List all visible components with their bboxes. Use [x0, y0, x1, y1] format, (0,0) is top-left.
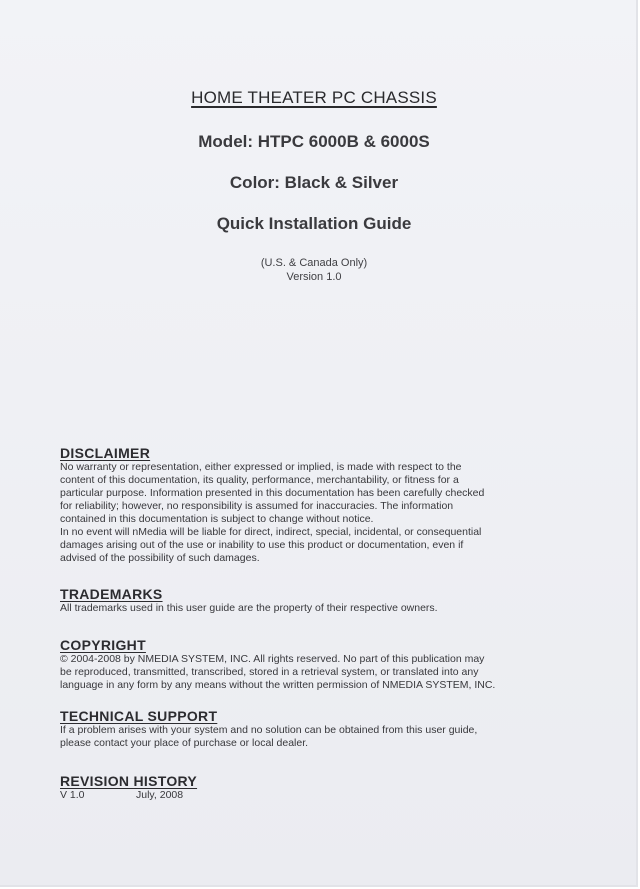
disclaimer-line: particular purpose. Information presented in this documentation has been carefully checked	[60, 487, 485, 499]
copyright-line: be reproduced, transmitted, transcribed, stored in a retrieval system, or translated into any	[60, 666, 479, 678]
disclaimer-line: damages arising out of the use or inability to use this product or documentation, even if	[60, 539, 464, 551]
revision-version: V 1.0	[60, 789, 85, 801]
disclaimer-line: advised of the possibility of such damages.	[60, 552, 260, 564]
disclaimer-line: contained in this documentation is subject to change without notice.	[60, 513, 374, 525]
version-text: Version 1.0	[286, 271, 342, 283]
copyright-line: language in any form by any means without the written permission of NMEDIA SYSTEM, INC.	[60, 679, 496, 691]
trademarks-heading: TRADEMARKS	[60, 586, 163, 602]
guide-title: Quick Installation Guide	[216, 214, 412, 233]
model-line: Model: HTPC 6000B & 6000S	[198, 132, 430, 151]
region-note	[0, 256, 628, 284]
disclaimer-heading: DISCLAIMER	[60, 445, 151, 461]
support-body	[60, 724, 560, 750]
trademarks-line: All trademarks used in this user guide are the property of their respective owners.	[60, 602, 438, 614]
document-title: HOME THEATER PC CHASSIS	[191, 88, 437, 107]
revision-section	[60, 773, 560, 802]
region-text: (U.S. & Canada Only)	[260, 257, 368, 269]
support-heading: TECHNICAL SUPPORT	[60, 708, 218, 724]
support-line: If a problem arises with your system and no solution can be obtained from this user guide,	[60, 724, 478, 736]
disclaimer-line: for reliability; however, no responsibility is assumed for inaccuracies. The information	[60, 500, 454, 512]
support-line: please contact your place of purchase or local dealer.	[60, 737, 309, 749]
color-line: Color: Black & Silver	[229, 173, 399, 192]
disclaimer-line: In no event will nMedia will be liable for direct, indirect, special, incidental, or consequential	[60, 526, 482, 538]
copyright-body	[60, 653, 560, 692]
trademarks-body	[60, 602, 560, 615]
disclaimer-line: content of this documentation, its quality, performance, merchantability, or fitness for a	[60, 474, 459, 486]
revision-row	[60, 789, 560, 802]
trademarks-section	[60, 586, 560, 615]
copyright-section	[60, 637, 560, 692]
copyright-line: © 2004-2008 by NMEDIA SYSTEM, INC. All rights reserved. No part of this publication may	[60, 653, 485, 665]
support-section	[60, 708, 560, 750]
revision-heading: REVISION HISTORY	[60, 773, 198, 789]
disclaimer-line: No warranty or representation, either expressed or implied, is made with respect to the	[60, 461, 462, 473]
disclaimer-section	[60, 445, 560, 565]
disclaimer-body	[60, 461, 560, 565]
copyright-heading: COPYRIGHT	[60, 637, 146, 653]
revision-date: July, 2008	[136, 789, 184, 801]
